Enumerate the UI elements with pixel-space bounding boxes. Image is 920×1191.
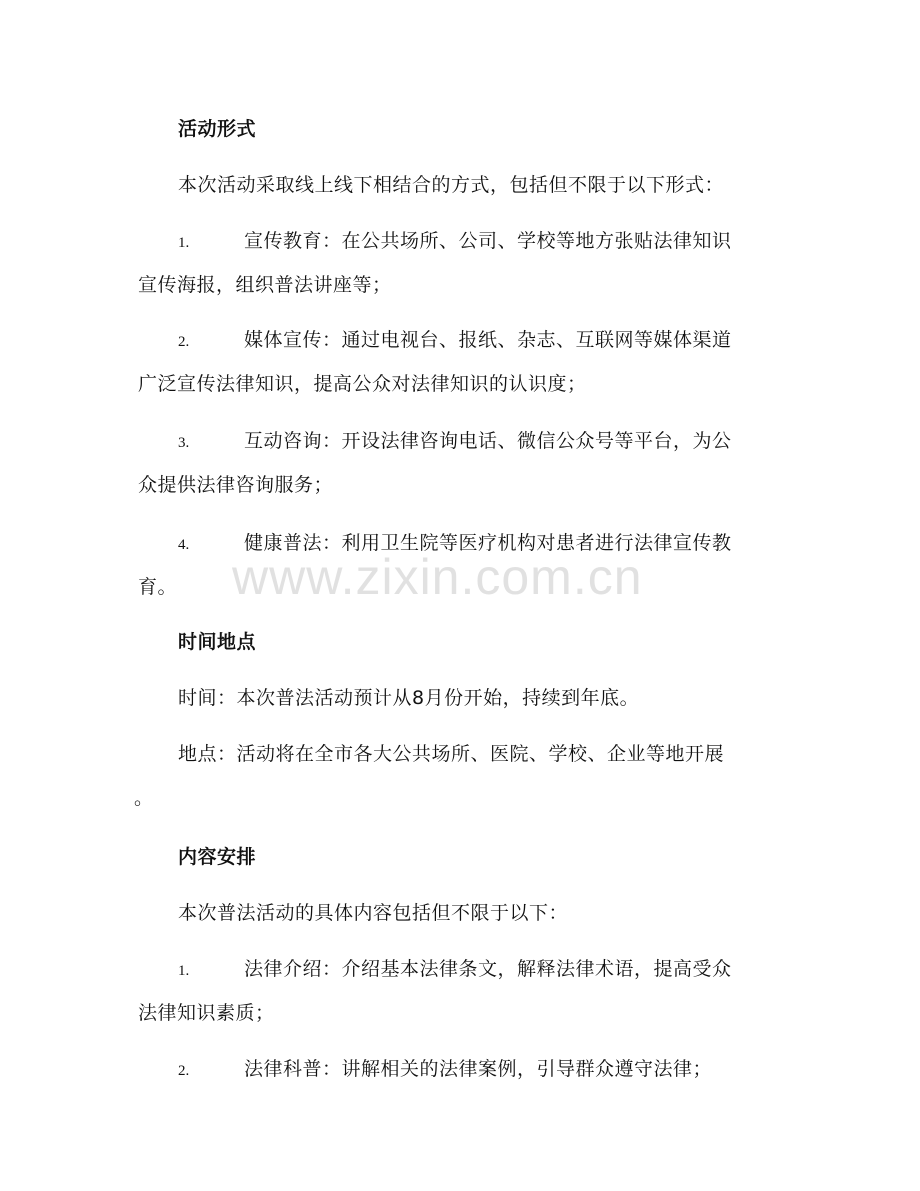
list-item-number: 4. — [178, 537, 190, 553]
list-item — [138, 1056, 788, 1082]
list-item-number: 1. — [178, 963, 190, 979]
list-item-text: 互动咨询：开设法律咨询电话、微信公众号等平台，为公 — [244, 430, 732, 452]
list-item-number: 3. — [178, 435, 190, 451]
list-item-text: 法律介绍：介绍基本法律条文，解释法律术语，提高受众 — [244, 958, 732, 980]
list-item — [138, 956, 788, 1024]
content-intro-paragraph: 本次普法活动的具体内容包括但不限于以下： — [178, 902, 569, 924]
place-paragraph-continuation: 。 — [134, 787, 154, 809]
list-item-number: 1. — [178, 235, 190, 251]
list-item-number: 2. — [178, 334, 190, 350]
watermark: www.zixin.com.cn — [232, 549, 643, 605]
time-paragraph: 时间：本次普法活动预计从8月份开始，持续到年底。 — [178, 687, 640, 709]
section-heading-form: 活动形式 — [178, 118, 257, 140]
list-item-text: 法律科普：讲解相关的法律案例，引导群众遵守法律； — [244, 1058, 713, 1080]
list-item-continuation: 育。 — [138, 576, 178, 598]
list-item-text: 媒体宣传：通过电视台、报纸、杂志、互联网等媒体渠道 — [244, 329, 732, 351]
list-item-continuation: 广泛宣传法律知识，提高公众对法律知识的认识度； — [138, 373, 587, 395]
list-item-continuation: 众提供法律咨询服务； — [138, 474, 334, 496]
list-item-text: 健康普法：利用卫生院等医疗机构对患者进行法律宣传教 — [244, 532, 732, 554]
list-item-text: 宣传教育：在公共场所、公司、学校等地方张贴法律知识 — [244, 230, 732, 252]
section-heading-time-place: 时间地点 — [178, 631, 257, 653]
place-paragraph: 地点：活动将在全市各大公共场所、医院、学校、企业等地开展 — [178, 743, 725, 765]
form-intro-paragraph: 本次活动采取线上线下相结合的方式，包括但不限于以下形式： — [178, 174, 725, 196]
list-item-continuation: 宣传海报，组织普法讲座等； — [138, 274, 392, 296]
list-item — [138, 327, 788, 395]
list-item-continuation: 法律知识素质； — [138, 1002, 275, 1024]
list-item — [138, 428, 788, 496]
section-heading-content: 内容安排 — [178, 846, 257, 868]
list-item — [138, 228, 788, 296]
list-item-number: 2. — [178, 1063, 190, 1079]
